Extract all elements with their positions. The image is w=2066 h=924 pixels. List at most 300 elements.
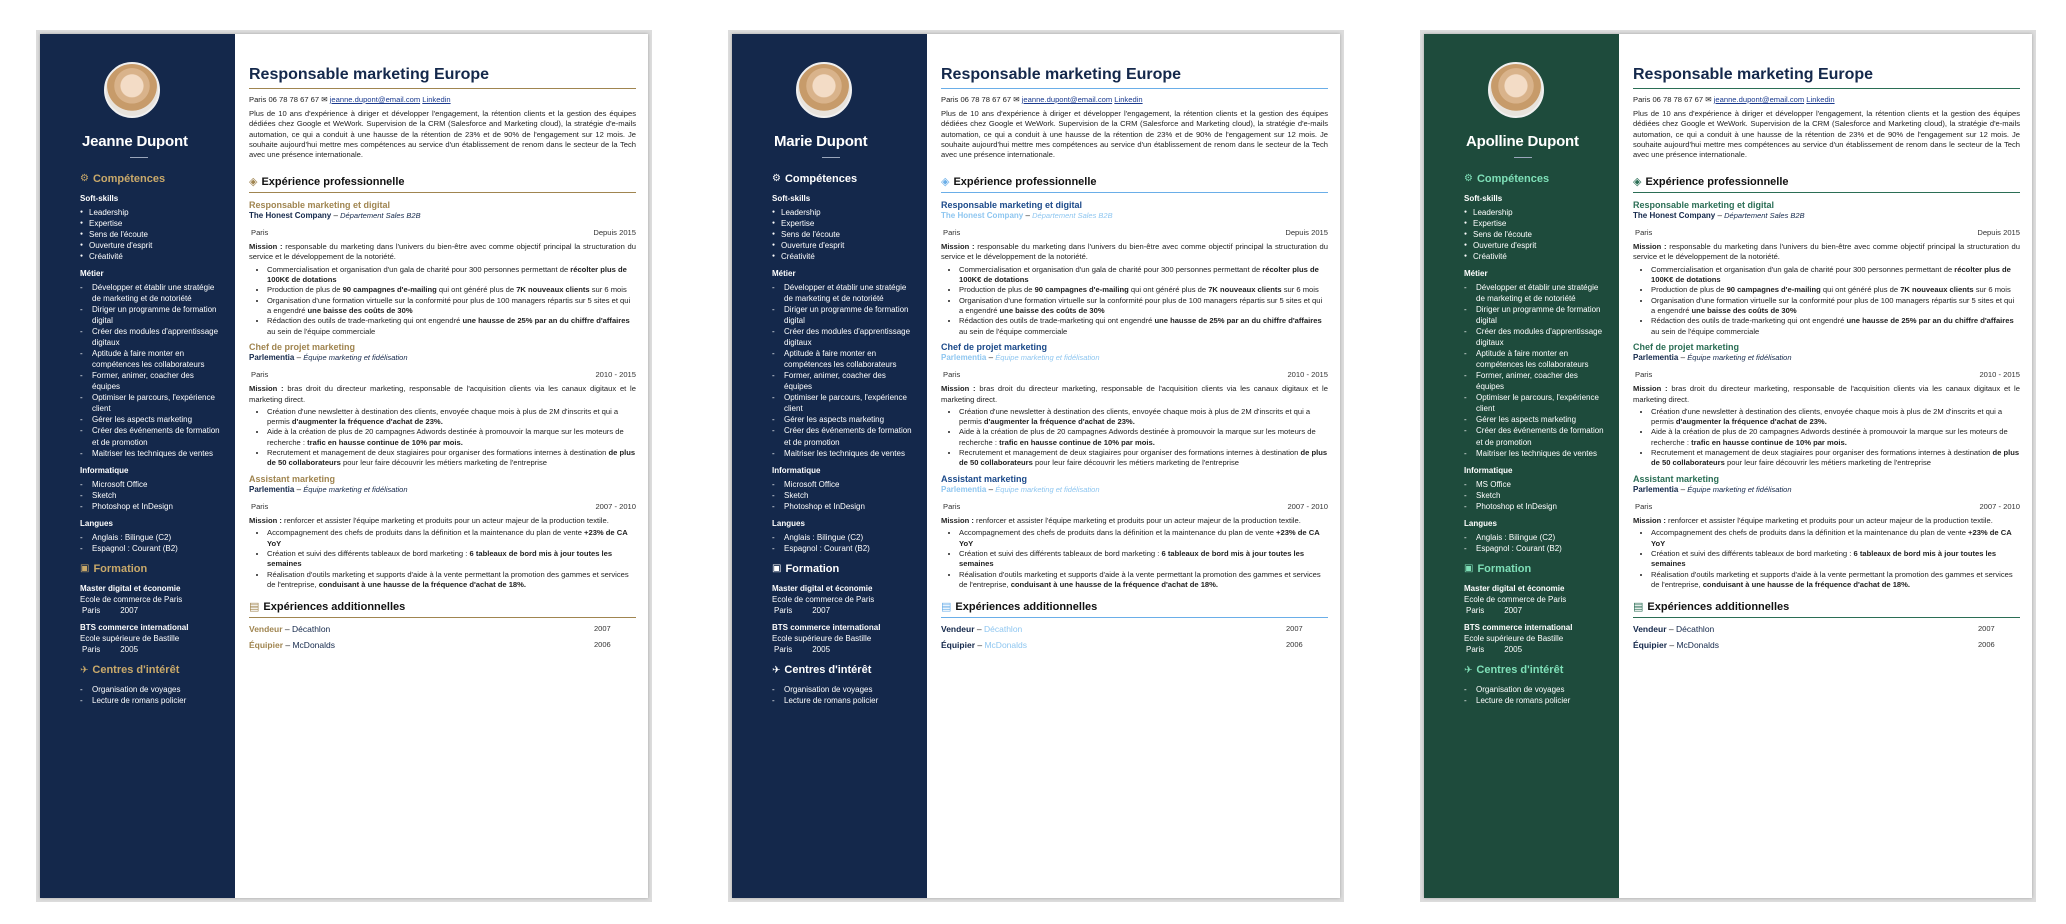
mission	[941, 516, 1328, 526]
mission-label: Mission :	[941, 384, 976, 394]
formation-degree: BTS commerce international	[80, 623, 189, 633]
experience-title: Assistant marketing	[1633, 473, 1720, 484]
soft-skills-list-item: ● Ouverture d'esprit	[80, 240, 221, 251]
formation-meta	[1464, 605, 1605, 616]
metier-list-item: - Optimiser le parcours, l'expérience client	[1464, 392, 1605, 414]
informatique-list-item: - MS Office	[1464, 479, 1605, 490]
experience-date: 2010 - 2015	[1979, 369, 2020, 379]
achievement-item: • Rédaction des outils de trade-marketing qui ont engendré une hausse de 25% par an du chiffre d'affaires au sein de l'équipe commerciale	[267, 316, 636, 337]
mission-label: Mission :	[1633, 384, 1668, 394]
formation-item	[80, 622, 221, 655]
formation-degree: Master digital et économie	[80, 583, 181, 593]
mission-text: responsable du marketing dans l'univers du bien-être avec comme objectif principal la structuration du service et le développement de la notoriété.	[249, 242, 636, 262]
company-name: The Honest Company	[1633, 210, 1716, 220]
langues-list	[772, 532, 913, 554]
additional-year: 2006	[1286, 639, 1303, 649]
achievement-item: • Création d'une newsletter à destination des clients, envoyée chaque mois à plus de 2M d'inscrits et qui a permis d'augmenter la fréquence d'achat de 23%.	[959, 407, 1328, 428]
experience-city: Paris	[251, 227, 269, 237]
soft-skills-list-item: ● Sens de l'écoute	[772, 229, 913, 240]
experience-heading	[941, 175, 1328, 193]
company-dept: Équipe marketing et fidélisation	[1687, 353, 1792, 363]
experience-date: 2007 - 2010	[595, 501, 636, 511]
resume-card	[36, 30, 652, 902]
metier-list-item: - Créer des événements de formation et de promotion	[772, 425, 913, 447]
metier-list-item: - Former, animer, coacher des équipes	[80, 370, 221, 392]
mission	[249, 242, 636, 263]
additional-heading-label: Expériences additionnelles	[955, 601, 1098, 614]
langues-list-item: - Espagnol : Courant (B2)	[772, 543, 913, 554]
metier-list-item: - Créer des événements de formation et de promotion	[1464, 425, 1605, 447]
experience-date: Depuis 2015	[593, 227, 636, 237]
experience-city: Paris	[251, 501, 269, 511]
interests-list	[1464, 684, 1605, 706]
experience-title: Chef de projet marketing	[249, 341, 356, 352]
formation-meta	[772, 605, 913, 616]
gear-icon: ⚙	[80, 173, 89, 185]
contact-phone: 06 78 78 67 67	[960, 94, 1012, 104]
experience-company: Parlementia – Équipe marketing et fidélisation	[941, 484, 1100, 494]
formation-meta	[80, 605, 221, 616]
metier-list-item: - Créer des modules d'apprentissage digitaux	[772, 326, 913, 348]
briefcase-icon: ◈	[249, 175, 258, 188]
langues-list-item: - Anglais : Bilingue (C2)	[80, 532, 221, 543]
company-name: Parlementia	[941, 484, 987, 494]
additional-year: 2007	[594, 624, 611, 634]
additional-role: Équipier	[1633, 639, 1668, 650]
additional-row	[249, 624, 636, 636]
additional-company: McDonalds	[1676, 639, 1719, 650]
metier-list	[772, 282, 913, 459]
main-content	[1619, 34, 2032, 898]
formation-heading	[1464, 562, 1605, 577]
experience-company: The Honest Company – Département Sales B2B	[249, 210, 421, 220]
additional-year: 2006	[594, 639, 611, 649]
mission-label: Mission :	[249, 516, 282, 526]
formation-city: Paris	[774, 606, 793, 616]
metier-list-item: - Développer et établir une stratégie de marketing et de notoriété	[80, 282, 221, 304]
soft-skills-list-item: ● Expertise	[80, 218, 221, 229]
soft-skills-list-item: ● Ouverture d'esprit	[1464, 240, 1605, 251]
achievement-item: • Production de plus de 90 campagnes d'e-mailing qui ont généré plus de 7K nouveaux clients sur 6 mois	[267, 285, 636, 295]
contact-linkedin-link[interactable]: Linkedin	[422, 94, 451, 104]
competences-heading-label: Compétences	[784, 172, 858, 185]
formation-item	[1464, 622, 1605, 655]
formation-year: 2005	[1504, 645, 1523, 655]
experience-city: Paris	[943, 227, 961, 237]
informatique-list-item: - Photoshop et InDesign	[80, 501, 221, 512]
additional-role: Vendeur	[941, 624, 975, 635]
chart-icon: ▤	[1633, 601, 1644, 614]
achievement-item: • Organisation d'une formation virtuelle sur la conformité pour plus de 100 managers répartis sur 5 sites et qui a engendré une baisse des coûts de 30%	[1651, 296, 2020, 317]
candidate-name: Jeanne Dupont	[82, 133, 188, 150]
formation-city: Paris	[1466, 645, 1485, 655]
contact-city: Paris	[249, 94, 267, 104]
soft-skills-list-item: ● Leadership	[80, 207, 221, 218]
metier-list-item: - Créer des modules d'apprentissage digitaux	[1464, 326, 1605, 348]
additional-row	[941, 624, 1328, 636]
interests-heading	[1464, 663, 1605, 678]
informatique-list-item: - Microsoft Office	[80, 479, 221, 490]
job-title: Responsable marketing Europe	[249, 64, 636, 89]
soft-skills-heading: Soft-skills	[80, 193, 119, 203]
formation-degree: Master digital et économie	[772, 583, 873, 593]
formation-meta	[772, 644, 913, 655]
langues-heading: Langues	[772, 518, 805, 528]
achievement-item: • Rédaction des outils de trade-marketing qui ont engendré une hausse de 25% par an du chiffre d'affaires au sein de l'équipe commerciale	[959, 316, 1328, 337]
experience-meta	[1633, 228, 2020, 238]
soft-skills-list-item: ● Créativité	[1464, 251, 1605, 262]
additional-entry: Équipier – McDonalds	[1633, 639, 1719, 650]
formation-heading-label: Formation	[785, 562, 840, 575]
experience-city: Paris	[251, 369, 269, 379]
informatique-list-item: - Photoshop et InDesign	[772, 501, 913, 512]
soft-skills-list-item: ● Sens de l'écoute	[80, 229, 221, 240]
metier-list-item: - Maitriser les techniques de ventes	[80, 448, 221, 459]
metier-list-item: - Former, animer, coacher des équipes	[772, 370, 913, 392]
formation-city: Paris	[774, 645, 793, 655]
contact-email-link[interactable]: jeanne.dupont@email.com	[1021, 94, 1113, 104]
experience-meta	[249, 370, 636, 380]
experience-city: Paris	[943, 501, 961, 511]
company-name: The Honest Company	[941, 210, 1024, 220]
achievement-item: • Création et suivi des différents tableaux de bord marketing : 6 tableaux de bord mis à jour toutes les semaines	[1651, 549, 2020, 570]
experience-date: Depuis 2015	[1977, 227, 2020, 237]
job-title: Responsable marketing Europe	[941, 64, 1328, 89]
sidebar	[1424, 34, 1619, 898]
metier-list-item: - Optimiser le parcours, l'expérience client	[80, 392, 221, 414]
experience-heading-label: Expérience professionnelle	[1645, 175, 1789, 188]
achievement-item: • Accompagnement des chefs de produits dans la définition et la maintenance du plan de vente +23% de CA YoY	[267, 528, 636, 549]
additional-heading	[1633, 600, 2020, 618]
interests-list	[80, 684, 221, 706]
mission-text: responsable du marketing dans l'univers du bien-être avec comme objectif principal la structuration du service et le développement de la notoriété.	[941, 242, 1328, 262]
formation-year: 2007	[812, 606, 831, 616]
mission-label: Mission :	[1633, 242, 1667, 251]
book-icon: ▣	[1464, 563, 1474, 575]
soft-skills-list	[1464, 207, 1605, 262]
chart-icon: ▤	[941, 601, 952, 614]
formation-meta	[1464, 644, 1605, 655]
company-name: Parlementia	[249, 353, 295, 363]
achievement-item: • Commercialisation et organisation d'un gala de charité pour 300 personnes permettant de récolter plus de 100K€ de dotations	[959, 265, 1328, 286]
main-content	[927, 34, 1340, 898]
formation-meta	[80, 644, 221, 655]
gear-icon: ⚙	[772, 173, 781, 185]
additional-company: Décathlon	[292, 624, 331, 635]
additional-role: Vendeur	[249, 624, 283, 635]
company-name: The Honest Company	[249, 210, 332, 220]
contact-phone: 06 78 78 67 67	[1652, 94, 1704, 104]
soft-skills-list-item: ● Ouverture d'esprit	[772, 240, 913, 251]
informatique-list	[80, 479, 221, 512]
additional-heading	[249, 600, 636, 618]
additional-role: Équipier	[941, 639, 976, 650]
experience-company: Parlementia – Équipe marketing et fidélisation	[249, 484, 408, 494]
mission-text: renforcer et assister l'équipe marketing et produits pour un acteur majeur de la production textile.	[1668, 516, 1993, 526]
soft-skills-list-item: ● Leadership	[1464, 207, 1605, 218]
experience-meta	[1633, 370, 2020, 380]
metier-heading: Métier	[1464, 269, 1488, 279]
experience-heading	[1633, 175, 2020, 193]
sidebar	[40, 34, 235, 898]
experience-city: Paris	[1635, 369, 1653, 379]
achievement-item: • Création et suivi des différents tableaux de bord marketing : 6 tableaux de bord mis à jour toutes les semaines	[267, 549, 636, 570]
company-dept: Équipe marketing et fidélisation	[995, 353, 1100, 363]
avatar	[1488, 62, 1544, 118]
mission-text: responsable du marketing dans l'univers du bien-être avec comme objectif principal la structuration du service et le développement de la notoriété.	[1633, 242, 2020, 262]
resume-page	[1424, 34, 2032, 898]
soft-skills-list-item: ● Leadership	[772, 207, 913, 218]
achievements-list	[941, 407, 1328, 469]
additional-role: Vendeur	[1633, 624, 1667, 635]
achievement-item: • Aide à la création de plus de 20 campagnes Adwords destinée à promouvoir la marque sur les moteurs de recherche : trafic en hausse continue de 10% par mois.	[267, 427, 636, 448]
formation-item	[772, 583, 913, 616]
summary: Plus de 10 ans d'expérience à diriger et développer l'engagement, la rétention clients et la gestion des équipes dédiées chez Google et WeWork. Supervision de la CRM (Salesforce and Marketing cloud), la stratégie d'e-mails automation, ce qui a conduit à une hausse de la rétention de 23% et de 90% de l'engagement sur 12 mois. Je souhaite aujourd'hui mettre mes compétences au service d'un établissement de renom dans le secteur de la Tech avec une présence internationale.	[941, 109, 1328, 160]
company-dept: Équipe marketing et fidélisation	[995, 484, 1100, 494]
additional-row	[941, 640, 1328, 652]
informatique-heading: Informatique	[80, 465, 129, 475]
achievements-list	[941, 265, 1328, 337]
experience-company: Parlementia – Équipe marketing et fidélisation	[249, 353, 408, 363]
contact-city: Paris	[941, 94, 959, 104]
mission-label: Mission :	[249, 242, 283, 251]
competences-heading	[772, 172, 913, 187]
company-dept: Département Sales B2B	[1032, 210, 1113, 220]
contact-email-link[interactable]: jeanne.dupont@email.com	[329, 94, 421, 104]
experience-title: Chef de projet marketing	[1633, 341, 1740, 352]
mission-label: Mission :	[1633, 516, 1666, 526]
additional-company: Décathlon	[984, 624, 1023, 635]
contact-line: Paris 06 78 78 67 67 ✉ jeanne.dupont@email.com Linkedin	[941, 94, 1143, 104]
contact-linkedin-link[interactable]: Linkedin	[1806, 94, 1835, 104]
divider	[822, 157, 840, 158]
soft-skills-heading: Soft-skills	[772, 193, 811, 203]
metier-list-item: - Optimiser le parcours, l'expérience client	[772, 392, 913, 414]
achievements-list	[249, 407, 636, 469]
additional-row	[249, 640, 636, 652]
experience-city: Paris	[1635, 227, 1653, 237]
formation-heading-label: Formation	[1477, 562, 1532, 575]
interests-heading	[772, 663, 913, 678]
mission-label: Mission :	[941, 242, 975, 251]
divider	[130, 157, 148, 158]
mission	[1633, 242, 2020, 263]
experience-company: The Honest Company – Département Sales B2B	[941, 210, 1113, 220]
metier-list-item: - Aptitude à faire monter en compétences les collaborateurs	[772, 348, 913, 370]
mission	[1633, 384, 2020, 405]
experience-meta	[941, 502, 1328, 512]
formation-school: Ecole supérieure de Bastille	[80, 634, 180, 644]
contact-phone: 06 78 78 67 67	[268, 94, 320, 104]
formation-heading-label: Formation	[93, 562, 148, 575]
resume-card	[728, 30, 1344, 902]
mission-text: renforcer et assister l'équipe marketing et produits pour un acteur majeur de la production textile.	[976, 516, 1301, 526]
experience-city: Paris	[1635, 501, 1653, 511]
formation-city: Paris	[82, 606, 101, 616]
competences-heading-label: Compétences	[92, 172, 166, 185]
mission	[1633, 516, 2020, 526]
formation-year: 2007	[120, 606, 139, 616]
achievement-item: • Aide à la création de plus de 20 campagnes Adwords destinée à promouvoir la marque sur les moteurs de recherche : trafic en hausse continue de 10% par mois.	[1651, 427, 2020, 448]
additional-year: 2007	[1978, 624, 1995, 634]
informatique-list-item: - Photoshop et InDesign	[1464, 501, 1605, 512]
experience-title: Chef de projet marketing	[941, 341, 1048, 352]
achievement-item: • Recrutement et management de deux stagiaires pour organiser des formations internes à destination de plus de 50 collaborateurs pour leur faire découvrir les métiers marketing de l'entreprise	[1651, 448, 2020, 469]
metier-heading: Métier	[80, 269, 104, 279]
informatique-list-item: - Sketch	[80, 490, 221, 501]
interests-heading-label: Centres d'intérêt	[92, 664, 180, 677]
metier-heading: Métier	[772, 269, 796, 279]
achievement-item: • Réalisation d'outils marketing et supports d'aide à la vente permettant la promotion des gammes et services de l'entreprise, conduisant à une hausse de la fréquence d'achat de 18%.	[267, 570, 636, 591]
divider	[1514, 157, 1532, 158]
achievements-list	[1633, 528, 2020, 590]
metier-list-item: - Gérer les aspects marketing	[1464, 414, 1605, 425]
interests-heading-label: Centres d'intérêt	[784, 664, 872, 677]
achievement-item: • Production de plus de 90 campagnes d'e-mailing qui ont généré plus de 7K nouveaux clients sur 6 mois	[1651, 285, 2020, 295]
formation-city: Paris	[1466, 606, 1485, 616]
soft-skills-list-item: ● Expertise	[772, 218, 913, 229]
interests-heading-label: Centres d'intérêt	[1476, 664, 1564, 677]
formation-school: Ecole supérieure de Bastille	[1464, 634, 1564, 644]
metier-list-item: - Former, animer, coacher des équipes	[1464, 370, 1605, 392]
mission-text: bras droit du directeur marketing, responsable de l'acquisition clients via les canaux digitaux et le marketing direct.	[249, 384, 636, 404]
candidate-name: Marie Dupont	[774, 133, 868, 150]
achievement-item: • Accompagnement des chefs de produits dans la définition et la maintenance du plan de vente +23% de CA YoY	[959, 528, 1328, 549]
plane-icon: ✈	[80, 664, 89, 676]
langues-heading: Langues	[80, 518, 113, 528]
formation-heading	[80, 562, 221, 577]
additional-row	[1633, 624, 2020, 636]
metier-list-item: - Diriger un programme de formation digital	[80, 304, 221, 326]
metier-list-item: - Aptitude à faire monter en compétences les collaborateurs	[1464, 348, 1605, 370]
summary: Plus de 10 ans d'expérience à diriger et développer l'engagement, la rétention clients et la gestion des équipes dédiées chez Google et WeWork. Supervision de la CRM (Salesforce and Marketing cloud), la stratégie d'e-mails automation, ce qui a conduit à une hausse de la rétention de 23% et de 90% de l'engagement sur 12 mois. Je souhaite aujourd'hui mettre mes compétences au service d'un établissement de renom dans le secteur de la Tech avec une présence internationale.	[249, 109, 636, 160]
company-dept: Département Sales B2B	[1724, 210, 1805, 220]
additional-role: Équipier	[249, 639, 284, 650]
formation-degree: BTS commerce international	[1464, 623, 1573, 633]
contact-city: Paris	[1633, 94, 1651, 104]
formation-school: Ecole de commerce de Paris	[80, 595, 183, 604]
experience-date: Depuis 2015	[1285, 227, 1328, 237]
soft-skills-list	[80, 207, 221, 262]
metier-list	[80, 282, 221, 459]
summary: Plus de 10 ans d'expérience à diriger et développer l'engagement, la rétention clients et la gestion des équipes dédiées chez Google et WeWork. Supervision de la CRM (Salesforce and Marketing cloud), la stratégie d'e-mails automation, ce qui a conduit à une hausse de la rétention de 23% et de 90% de l'engagement sur 12 mois. Je souhaite aujourd'hui mettre mes compétences au service d'un établissement de renom dans le secteur de la Tech avec une présence internationale.	[1633, 109, 2020, 160]
formation-city: Paris	[82, 645, 101, 655]
interests-list-item: - Lecture de romans policier	[1464, 695, 1605, 706]
langues-list-item: - Espagnol : Courant (B2)	[1464, 543, 1605, 554]
informatique-heading: Informatique	[772, 465, 821, 475]
experience-meta	[941, 228, 1328, 238]
formation-year: 2007	[1504, 606, 1523, 616]
experience-company: Parlementia – Équipe marketing et fidélisation	[1633, 353, 1792, 363]
metier-list-item: - Gérer les aspects marketing	[772, 414, 913, 425]
formation-item	[772, 622, 913, 655]
experience-heading	[249, 175, 636, 193]
achievement-item: • Création d'une newsletter à destination des clients, envoyée chaque mois à plus de 2M d'inscrits et qui a permis d'augmenter la fréquence d'achat de 23%.	[267, 407, 636, 428]
informatique-list-item: - Microsoft Office	[772, 479, 913, 490]
additional-row	[1633, 640, 2020, 652]
formation-degree: BTS commerce international	[772, 623, 881, 633]
experience-title: Responsable marketing et digital	[941, 199, 1083, 210]
experience-title: Responsable marketing et digital	[1633, 199, 1775, 210]
formation-school: Ecole supérieure de Bastille	[772, 634, 872, 644]
company-name: Parlementia	[1633, 353, 1679, 363]
achievement-item: • Organisation d'une formation virtuelle sur la conformité pour plus de 100 managers répartis sur 5 sites et qui a engendré une baisse des coûts de 30%	[267, 296, 636, 317]
achievements-list	[249, 528, 636, 590]
experience-heading-label: Expérience professionnelle	[261, 175, 405, 188]
metier-list-item: - Créer des événements de formation et de promotion	[80, 425, 221, 447]
soft-skills-list-item: ● Sens de l'écoute	[1464, 229, 1605, 240]
mission	[941, 242, 1328, 263]
plane-icon: ✈	[772, 664, 781, 676]
additional-company: Décathlon	[1676, 624, 1715, 635]
achievement-item: • Aide à la création de plus de 20 campagnes Adwords destinée à promouvoir la marque sur les moteurs de recherche : trafic en hausse continue de 10% par mois.	[959, 427, 1328, 448]
main-content	[235, 34, 648, 898]
additional-heading-label: Expériences additionnelles	[1647, 601, 1790, 614]
metier-list-item: - Développer et établir une stratégie de marketing et de notoriété	[1464, 282, 1605, 304]
achievement-item: • Commercialisation et organisation d'un gala de charité pour 300 personnes permettant de récolter plus de 100K€ de dotations	[1651, 265, 2020, 286]
metier-list	[1464, 282, 1605, 459]
langues-list-item: - Anglais : Bilingue (C2)	[1464, 532, 1605, 543]
informatique-list-item: - Sketch	[1464, 490, 1605, 501]
achievements-list	[941, 528, 1328, 590]
avatar	[796, 62, 852, 118]
achievement-item: • Création et suivi des différents tableaux de bord marketing : 6 tableaux de bord mis à jour toutes les semaines	[959, 549, 1328, 570]
book-icon: ▣	[80, 563, 90, 575]
experience-date: 2010 - 2015	[595, 369, 636, 379]
additional-entry: Équipier – McDonalds	[249, 639, 335, 650]
company-dept: Équipe marketing et fidélisation	[303, 484, 408, 494]
book-icon: ▣	[772, 563, 782, 575]
experience-company: The Honest Company – Département Sales B2B	[1633, 210, 1805, 220]
candidate-name: Apolline Dupont	[1466, 133, 1579, 150]
briefcase-icon: ◈	[941, 175, 950, 188]
additional-entry: Vendeur – Décathlon	[941, 624, 1023, 635]
informatique-list	[772, 479, 913, 512]
experience-heading-label: Expérience professionnelle	[953, 175, 1097, 188]
resume-page	[40, 34, 648, 898]
mission	[249, 384, 636, 405]
gear-icon: ⚙	[1464, 173, 1473, 185]
interests-list-item: - Organisation de voyages	[80, 684, 221, 695]
company-name: Parlementia	[249, 484, 295, 494]
informatique-list-item: - Sketch	[772, 490, 913, 501]
briefcase-icon: ◈	[1633, 175, 1642, 188]
experience-meta	[941, 370, 1328, 380]
resume-card	[1420, 30, 2036, 902]
soft-skills-list-item: ● Créativité	[772, 251, 913, 262]
additional-company: McDonalds	[292, 639, 335, 650]
company-name: Parlementia	[941, 353, 987, 363]
additional-company: McDonalds	[984, 639, 1027, 650]
langues-list	[1464, 532, 1605, 554]
experience-meta	[249, 502, 636, 512]
contact-email-link[interactable]: jeanne.dupont@email.com	[1713, 94, 1805, 104]
formation-year: 2005	[812, 645, 831, 655]
mission	[941, 384, 1328, 405]
informatique-heading: Informatique	[1464, 465, 1513, 475]
experience-city: Paris	[943, 369, 961, 379]
contact-linkedin-link[interactable]: Linkedin	[1114, 94, 1143, 104]
achievement-item: • Commercialisation et organisation d'un gala de charité pour 300 personnes permettant de récolter plus de 100K€ de dotations	[267, 265, 636, 286]
achievements-list	[1633, 407, 2020, 469]
interests-list-item: - Organisation de voyages	[1464, 684, 1605, 695]
mission	[249, 516, 636, 526]
metier-list-item: - Maitriser les techniques de ventes	[1464, 448, 1605, 459]
experience-title: Assistant marketing	[941, 473, 1028, 484]
competences-heading	[80, 172, 221, 187]
langues-list-item: - Espagnol : Courant (B2)	[80, 543, 221, 554]
interests-list-item: - Lecture de romans policier	[80, 695, 221, 706]
